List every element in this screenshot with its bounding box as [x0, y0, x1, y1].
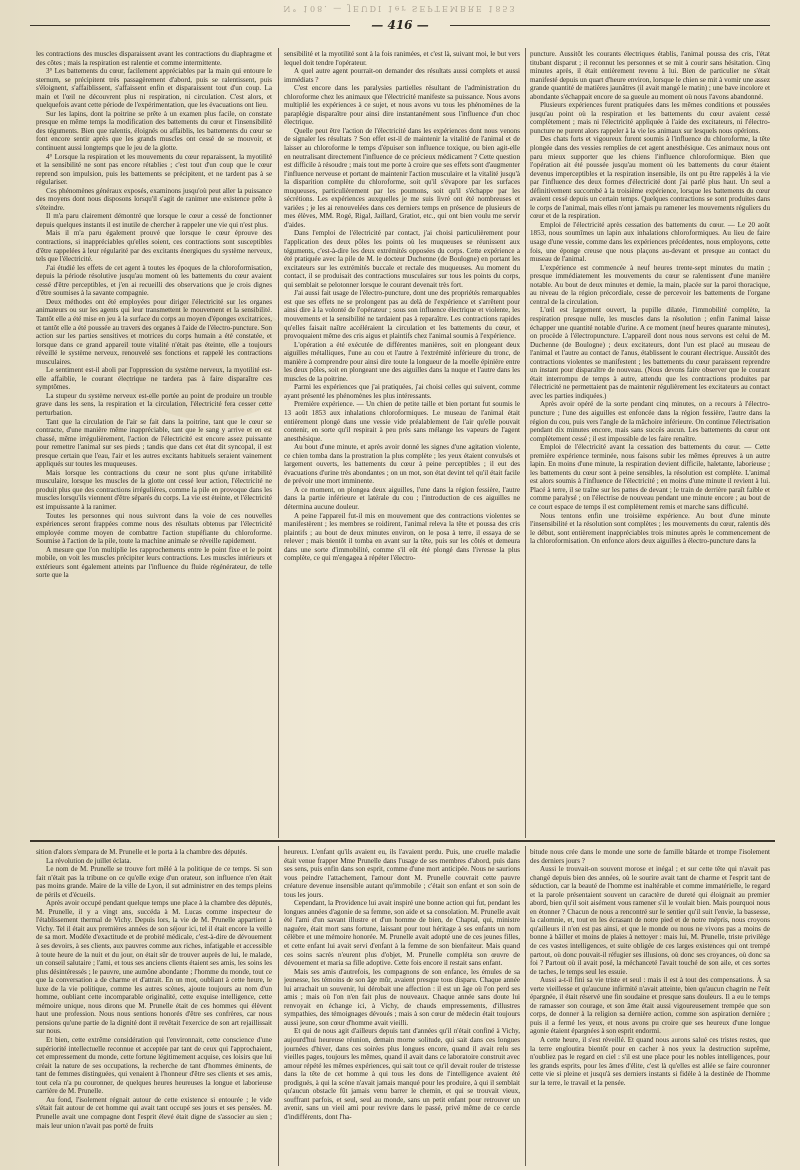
paragraph: Au fond, l'isolement régnait autour de cette existence si entourée ; le vide s'était fait autour de cet homme qui avait tant occupé ses jours et ses pensées. M. Prunelle avait une compagne dont l'esprit élevé était digne de s'associer au sien ; mais leur union n'avait pas porté de fruits [36, 1095, 272, 1130]
page-number: — 416 — [371, 18, 429, 32]
paragraph: Aussi a-t-il fini sa vie triste et seul : mais il est à tout des compensations. À sa verte vieillesse et qu'aucune infirmité n'avait atteinte, bien qu'aucun chagrin ne l'eût épargnée, il était réservé une fin soudaine et presque sans douleurs. Il a eu le temps de ramasser son courage, et son âme était aussi vigoureusement trempée que son corps, de donner à la religion sa dernière action, comme son aspiration dernière ; puis il a fermé les yeux, et nous avons pu croire que ses heureux d'une longue agonie étaient épargnées à son esprit endormi. [530, 976, 770, 1036]
header-rule-left [30, 25, 350, 26]
paragraph: Première expérience. — Un chien de petite taille et bien portant fut soumis le 13 août 1853 aux inhalations chloroformiques. Le museau de l'animal était entièrement plongé dans une vessie vide préalablement de l'air qu'elle pouvait contenir, en sorte qu'il respirait à peu près sans mélange les vapeurs de l'agent anesthésique. [284, 400, 520, 443]
paragraph: Des chats forts et vigoureux furent soumis à l'influence du chloroforme, la tête plongée dans des vessies remplies de cet agent anesthésique. Ces animaux nous ont paru mieux supporter que les chiens l'influence chloroformique. Bien que l'opération ait été poussée jusqu'au moment où les battements du cœur étaient devenus imperceptibles et la respiration insensible, ils ont pu être rappelés à la vie par l'influence des deux formes d'électricité dont j'ai parlé plus haut. Un seul a définitivement succombé à la troisième expérience, lorsque les battements du cœur avaient cessé depuis un certain temps. Quelques contractions se sont produites dans le corps de l'animal, mais elles n'ont jamais pu ramener les mouvements réguliers du cœur et de la respiration. [530, 135, 770, 221]
paragraph: A mesure que l'on multiplie les rapprochements entre le point fixe et le point mobile, on voit les muscles précipiter leurs contractions. Les muscles intérieurs et extérieurs sont également atteints par l'influence du fluide régénérateur, de telle sorte que la [36, 545, 272, 580]
paragraph: les contractions des muscles disparaissent avant les contractions du diaphragme et des côtes ; mais la respiration est ralentie et comme intermittente. [36, 50, 272, 67]
column-divider [278, 846, 279, 1166]
paragraph: Le sentiment est-il aboli par l'oppression du système nerveux, la myotilité est-elle affaiblie, le courant électrique ne tardera pas à faire disparaître ces symptômes. [36, 366, 272, 392]
paragraph: Parmi les expériences que j'ai pratiquées, j'ai choisi celles qui suivent, comme ayant présenté les phénomènes les plus intéressants. [284, 383, 520, 400]
paragraph: C'est encore dans les paralysies partielles résultant de l'administration du chloroforme chez les animaux que l'électricité manifeste sa puissance. Nous avons multiplié les expériences à ce sujet, et nous avons vu tous les phénomènes de la paraplégie disparaître pour ainsi dire instantanément sous l'influence d'un choc électrique. [284, 84, 520, 127]
paragraph: Au bout d'une minute, et après avoir donné les signes d'une agitation violente, ce chien tomba dans la prostration la plus complète ; les yeux étaient convulsés et largement ouverts, les battements du cœur à peine perceptibles ; il eut des évacuations d'urine très abondantes ; on un mot, son état devint tel qu'il était facile de prévoir une mort imminente. [284, 443, 520, 486]
paragraph: Ces phénomènes généraux exposés, examinons jusqu'où peut aller la puissance des moyens dont nous disposons lorsqu'il s'agit de ranimer une existence prête à s'éteindre. [36, 186, 272, 212]
paragraph: L'opération a été exécutée de différentes manières, soit en plongeant deux aiguilles métalliques, l'une au cou et l'autre à l'extrémité inférieure du tronc, de manière à comprendre pour ainsi dire toute la longueur de la moelle épinière entre les deux pôles, soit en plongeant une des aiguilles dans la nuque et l'autre dans les muscles de la poitrine. [284, 340, 520, 383]
paragraph: L'œil est largement ouvert, la pupille dilatée, l'immobilité complète, la respiration presque nulle, les muscles dans la résolution ; enfin l'animal laisse échapper une quantité notable d'urine. A ce moment (neuf heures quarante minutes), on procède à l'électropuncture. L'appareil dont nous nous servons est celui de M. Duchenne (de Boulogne) ; deux excitateurs, dont l'un est placé au museau de l'animal et l'autre au contact de l'anus, établissent le courant électrique. Aussitôt des contractions violentes se manifestent ; les battements du cœur paraissent reprendre un instant pour disparaître de nouveau. (Nous devons faire observer que le courant était interrompu de temps à autre, attendu que les contractions produites par l'électricité ne permettaient pas de maintenir régulièrement les excitateurs au contact avec les parties indiquées.) [530, 306, 770, 400]
paragraph: Après avoir occupé pendant quelque temps une place à la chambre des députés, M. Prunelle, il y a vingt ans, succéda à M. Lucas comme inspecteur de l'établissement thermal de Vichy. Depuis lors, la vie de M. Prunelle appartient à Vichy. Tel il était aux premières années de son séjour ici, tel il était encore la veille de sa mort. Modèle d'exactitude et de probité médicale, c'est-à-dire de dévouement à ses devoirs, à ses clients, aux pauvres comme aux riches, infatigable et accessible à toute heure de la nuit et du jour, on était sûr de trouver auprès de lui, le malade, un conseil salutaire ; l'ami, et tous ses anciens clients étaient ses amis, les soins les plus désintéressés ; le pauvre, une aumône abondante ; l'homme du monde, tout ce que la conversation a de charme et d'attrait. En un mot, oubliant à cette heure, le luxe de la vie politique, comme les autres scènes, ajoute toujours au nom d'un homme, oubliant cette incomparable originalité, cette exquise intelligence, cette mémoire unique, nous dirons que M. Prunelle était de ces hommes qui élèvent haut une profession. Nous nous sentions honorés d'être ses confrères, car nous pensions qu'une partie de la dignité dont il revêtait l'exercice de son art rejaillissait sur nous. [36, 899, 272, 1036]
paragraph: Mais lorsque les contractions du cœur ne sont plus qu'une irritabilité musculaire, lorsque les muscles de la glotte ont cessé leur action, l'électricité ne produit plus que des contractions irrégulières, comme la pile en provoque dans les muscles lorsqu'ils viennent d'être séparés du corps. La vie est éteinte, et l'électricité est impuissante à la ranimer. [36, 468, 272, 511]
paragraph: Emploi de l'électricité avant la cessation des battements du cœur. — Cette première expérience terminée, nous faisons subir les mêmes épreuves à un autre lapin. En moins d'une minute, la respiration devient difficile, haletante, laborieuse ; les battements du cœur sont à peine sensibles, la résolution est complète. L'animal est alors soumis à l'influence de l'électricité ; en moins d'une minute il revient à lui. Placé à terre, il se traîne sur les pattes de devant ; le train de derrière paraît faible et comme paralysé ; on l'électrise de nouveau pendant une minute encore ; au bout de ce court espace de temps il est complètement remis et marche sans difficulté. [530, 443, 770, 511]
paragraph: Mais ses amis d'autrefois, les compagnons de son enfance, les émules de sa jeunesse, les témoins de son âge mûr, avaient presque tous disparu. Chaque année lui arrachait un souvenir, lui dérobait une affection : il est un âge où l'on perd ses amis ; mais où l'on n'en fait plus de nouveaux. Chaque année sans doute lui renvoyait en échange ici, à Vichy, de chauds empressements, d'illustres sympathies, des témoignages dévoués ; mais à son cœur de médecin était toujours aussi jeune, son cœur d'homme avait vieilli. [284, 967, 520, 1027]
paragraph: Et bien, cette extrême considération qui l'environnait, cette conscience d'une supériorité intellectuelle reconnue et acceptée par tant de ceux qui l'approchaient, cet empressement du monde, cette fortune légitimement acquise, ces loisirs que lui créait la nature de ses occupations, la recherche de tant d'hommes éminents, de tant de femmes distinguées, qui venaient à l'honneur d'être ses clients et ses amis, tout cela n'a pu couronner, de quelques heures heureuses la longue et laborieuse carrière de M. Prunelle. [36, 1036, 272, 1096]
paragraph: 3° Les battements du cœur, facilement appréciables par la main qui entoure le sternum, se précipitent très passagèrement d'abord, puis se ralentissent, puis s'éloignent, s'affaiblissent, s'affaissent enfin et disparaissent tout d'un coup. La main et l'œil ne découvrent plus ni respiration, ni circulation. C'est alors, et quelquefois avant cette période de l'expérimentation, que les évacuations ont lieu. [36, 67, 272, 110]
feuilleton-column-1 [36, 848, 272, 1166]
paragraph: sition d'alors s'empara de M. Prunelle et le porta à la chambre des députés. [36, 848, 248, 856]
bleed-through-text: N° 108. — JEUDI 1er SEPTEMBRE 1853 [283, 4, 517, 13]
paragraph: Mais il m'a paru également prouvé que lorsque le cœur éprouve des contractions, si inappréciables qu'elles soient, ces contractions sont susceptibles d'être rappelées à leur régularité par des excitants énergiques du système nerveux, tels que l'électricité. [36, 229, 272, 264]
paragraph: Nous tentons enfin une troisième expérience. Au bout d'une minute l'insensibilité et la résolution sont complètes ; les mouvements du cœur, ralentis dès le début, sont entièrement inappréciables trois minutes après le commencement de la chloroformisation. On enfonce alors deux aiguilles à électro-puncture dans la [530, 511, 770, 546]
article-column-1 [36, 50, 272, 832]
paragraph: A ce moment, on plongea deux aiguilles, l'une dans la région fessière, l'autre dans la partie inférieure et latérale du cou ; l'introduction de ces aiguilles ne détermina aucune douleur. [284, 485, 520, 511]
feuilleton-column-3 [530, 848, 770, 1166]
paragraph: J'ai aussi fait usage de l'électro-puncture, dont une des propriétés remarquables est que ses effets ne se prolongent pas au delà de l'expérience et s'arrêtent pour ainsi dire à la volonté de l'opérateur ; sous son influence électrique et violente, les mouvements et la sensibilité ne tardaient pas à reparaître. Les contractions rapides qu'elles faisait naître accéléraient la circulation et les battements du cœur, et provoquaient même des cris aigus et plaintifs chez l'animal soumis à l'expérience. [284, 289, 520, 341]
paragraph: Cependant, la Providence lui avait inspiré une bonne action qui fut, pendant les longues années d'agonie de sa femme, son aide et sa consolation. M. Prunelle avait été l'ami d'un savant illustre et d'un homme de bien, de Chaptal, qui, ministre naguère, était mort sans fortune, laissant pour tout héritage à ses enfants un nom célèbre et une mémoire honorée. M. Prunelle avait adopté une de ces jeunes filles, et cette enfant lui avait servi d'enfant à la femme de son bienfaiteur. Mais quand ces soins sacrés n'eurent plus d'objet, M. Prunelle compléta son œuvre de dévouement et maria sa fille adoptive. Cette fois encore il restait sans enfant. [284, 899, 520, 968]
column-divider [525, 48, 526, 838]
paragraph: L'expérience est commencée à neuf heures trente-sept minutes du matin ; presque immédiatement les mouvements du cœur se ralentissent d'une manière notable. Au bout de deux minutes et demie, la main, placée sur la paroi thoracique, au niveau de la région précordiale, cesse de percevoir les battements de l'organe central de la circulation. [530, 263, 770, 306]
paragraph: puncture. Aussitôt les courants électriques établis, l'animal poussa des cris, l'état titubant disparut ; il reconnut les personnes et se mit à courir sans hésitation. Cinq minutes après, il était entièrement revenu à lui. Bien de particulier ne s'était manifesté depuis un quart d'heure environ, lorsque le chien se mit à vomir une assez grande quantité de matières jaunâtres (il avait mangé le matin) ; une bave incolore et abondante s'échappait encore de sa gueule au moment où nous l'avons abandonné. [530, 50, 770, 101]
paragraph: La révolution de juillet éclata. [46, 856, 132, 865]
feuilleton-column-2 [284, 848, 520, 1166]
column-divider [525, 846, 526, 1166]
paragraph: Sur les lapins, dont la poitrine se prête à un examen plus facile, on constate presque en même temps la modification des battements du cœur et l'insensibilité des téguments. Bien que ralentis, éloignés ou affaiblis, les battements du cœur se font encore sentir après que les grands muscles ont cessé de se mouvoir, et continuent aussi longtemps que le jeu de la glotte. [36, 109, 272, 153]
paragraph: Le nom de M. Prunelle se trouve fort mêlé à la politique de ce temps. Si son fait n'était pas la tribune on ce qu'elle exige d'un orateur, son influence n'en était pas moins grande. Maire de la ville de Lyon, il sut administrer en des temps pleins de périls et d'écueils. [36, 865, 272, 899]
paragraph: bitude nous crée dans le monde une sorte de famille bâtarde et trompe l'isolement des derniers jours ? [530, 848, 770, 865]
paragraph: Tant que la circulation de l'air se fait dans la poitrine, tant que le cœur se contracte, d'une manière même inappréciable, tant que le sang y arrive et en est chassé, même irrégulièrement, l'action de l'électricité est encore assez puissante pour remettre l'animal sur ses pieds ; tandis que dans cet état dit syncopal, il est presque certain que l'eau, l'air et les autres excitants habituels seraient vainement appliqués sur toutes les muqueuses. [36, 417, 272, 469]
column-divider [278, 48, 279, 838]
paragraph: Deux méthodes ont été employées pour diriger l'électricité sur les organes animateurs ou sur les agents qui leur transmettent le mouvement et la sensibilité. Tantôt elle a été mise en jeu à la surface du corps au moyen d'éponges excitatrices, et tantôt elle a été poussée au travers des organes à l'aide de l'électro-puncture. Son action sur les parties sensitives et motrices du corps humain a été constatée, et lorsque dans ce grand appareil toute vitalité n'était pas éteinte, elle a toujours réveillé le système nerveux, renouvelé ses fonctions et rappelé les contractions musculaires. [36, 297, 272, 366]
paragraph: heureux. L'enfant qu'ils avaient eu, ils l'avaient perdu. Puis, une cruelle maladie était venue frapper Mme Prunelle dans l'usage de ses membres d'abord, puis dans ses sens, puis enfin dans son esprit, comme d'une mort anticipée. Nous ne saurions vous peindre l'attachement, l'amour dont M. Prunelle couvrait cette pauvre créature devenue insensible autant qu'immobile ; c'était son enfant et son soin de tous les jours. [284, 848, 520, 899]
paragraph: Et qui de nous agit d'ailleurs depuis tant d'années qu'il n'était confiné à Vichy, aujourd'hui heureuse réunion, demain morne solitude, qui sait dans ces longues journées d'hiver, dans ces soirées plus longues encore, quand il avait relu ses vieilles pages, toujours les mêmes, quand il avait dans ce laboratoire construit avec amour répété les mêmes expériences, qui sait tout ce qu'il devait rouler de tristesse dans la tête de cet homme à qui tous les dons de l'intelligence avaient été prodigués, à qui la scène n'avait jamais manqué pour les produire, à qui il semblait qu'aucun obstacle fût jamais venu barrer le chemin, et qui se trouvait vieux, souffrant parfois, et seul, seul au monde, sans un petit enfant pour retrouver un avenir, sans un vieil ami pour revivre dans le passé, privé même de ce cercle d'indifférents, dont l'ha- [284, 1027, 520, 1121]
paragraph: Il m'a paru clairement démontré que lorsque le cœur a cessé de fonctionner depuis quelques instants il est inutile de chercher à rappeler une vie qui n'est plus. [36, 212, 272, 229]
article-column-3 [530, 50, 770, 832]
paragraph: Dans l'emploi de l'électricité par contact, j'ai choisi particulièrement pour l'application des deux pôles les points où les muqueuses se réunissent aux téguments, c'est-à-dire les deux extrémités opposées du corps. Cette expérience a été pratiquée avec la pile de M. le docteur Duchenne (de Boulogne) en portant les excitateurs sur les extrémités buccale et rectale des muqueuses. Au moment du contact, il se produisait des contractions musculaires sur tous les points du corps, qui semblait se pelotonner lorsque le courant devenait très fort. [284, 229, 520, 289]
paragraph: 4° Lorsque la respiration et les mouvements du cœur reparaissent, la myotilité et la sensibilité ne sont pas encore rétablies ; c'est tout d'un coup que le cœur reprend son impulsion, puis les battements se précipitent, et ne tardent pas à se régulariser. [36, 152, 272, 187]
paragraph: La stupeur du système nerveux est-elle portée au point de produire un trouble grave dans les sens, la respiration et la circulation, l'électricité fera cesser cette perturbation. [36, 391, 272, 417]
paragraph: Toutes les personnes qui nous suivront dans la voie de ces nouvelles expériences seront frappées comme nous des résultats obtenus par l'électricité employée comme moyen de combattre l'action stupéfiante du chloroforme. Soumise à l'action de la pile, toute la machine animale se réveille rapidement. [36, 511, 272, 546]
page-header [0, 14, 800, 36]
paragraph: A peine l'appareil fut-il mis en mouvement que des contractions violentes se manifestèrent ; les membres se roidirent, l'animal releva la tête et poussa des cris plaintifs ; au bout de deux minutes environ, on le posa à terre, il essaya de se relever ; mais bientôt il tomba en avant sur la tête, puis sur les côtés et demeura dans une sorte d'immobilité, comme s'il eût été plongé dans l'ivresse la plus complète, ce qui m'engagea à répéter l'électro- [284, 511, 520, 563]
paragraph: A cette heure, il s'est réveillé. Et quand nous aurons salué ces tristes restes, que la terre engloutira bientôt pour en cacher à nos yeux la destruction suprême, n'oubliez pas le regard en ciel : s'il est une place pour les nobles intelligences, pour les grands esprits, pour les âmes d'élite, c'est là qu'elles est allée se faire couronner cette vie si pleine et jusqu'à ses derniers instants si fidèle à la destinée de l'homme sur la terre, le travail et la pensée. [530, 1036, 770, 1087]
paragraph: Aussi le trouvait-on souvent morose et inégal ; et sur cette tête qui n'avait pas changé depuis bien des années, où le sourire avait tant de charme et l'esprit tant de séduction, car la beauté de l'homme est inaltérable et comme immatérielle, le regard et la parole présentaient souvent un caractère de dureté qui éloignait au premier abord, bien qu'il soit aisément vous ramener s'il le voulait bien. Mais pourquoi nous en étonner ? Chacun de nous a rencontré sur le sentier qu'il suit l'envie, la bassesse, la calomnie, et, tout en les écrasant de notre pied et de notre mépris, nous croyons qu'ailleurs il n'en est pas ainsi, et que le monde ou nous ne vivons pas a moins de bonne à bâiller et moins de plaies à nettoyer : mais lui, M. Prunelle, triste privilège de ces vastes intelligences, et suite obligée de ces larges existences qui ont trempé partout, où donc pouvait-il réfugier ses illusions, où donc ses croyances, où donc sa foi ? Partout où il avait posé, la méchanceté l'avait touché de son aile, et ces sortes de taches, le temps seul les essuie. [530, 865, 770, 976]
paragraph: Après avoir opéré de la sorte pendant cinq minutes, on a recours à l'électro-puncture ; l'une des aiguilles est enfoncée dans la région fessière, l'autre dans la région du cou, puis vers l'angle de la mâchoire inférieure. On continue l'électrisation pendant dix minutes encore, mais sans succès aucun. Les battements du cœur ont complètement cessé ; il est impossible de les faire renaître. [530, 400, 770, 443]
header-rule-right [450, 25, 770, 26]
paragraph: J'ai étudié les effets de cet agent à toutes les époques de la chloroformisation, depuis la période résolutive jusqu'au moment où les battements du cœur avaient cessé d'être perceptibles, et j'en ai recueilli des observations que je crois dignes d'être soumises à la savante compagnie. [36, 263, 272, 298]
paragraph: Emploi de l'électricité après cessation des battements du cœur. — Le 20 août 1853, nous soumîmes un lapin aux inhalations chloroformiques. Au lieu de faire usage d'une vessie, comme dans les expériences précédentes, nous employons, cette fois, une éponge creuse que nous plaçons au-devant et presque au contact du museau de l'animal. [530, 220, 770, 264]
paragraph: Quelle peut être l'action de l'électricité dans les expériences dont nous venons de signaler les résultats ? Son effet est-il de maintenir la vitalité de l'animal et de laisser au chloroforme le temps d'épuiser son influence toxique, ou bien agit-elle en neutralisant directement l'influence de ce précieux médicament ? Cette question est difficile à résoudre ; mais tout me porte à croire que ses effets sont d'augmenter l'influence nerveuse et portant de maintenir l'action musculaire et la vitalité jusqu'à la disparition complète du chloroforme, soit qu'il s'évapore par les surfaces muqueuses, particulièrement par les poumons, soit qu'il s'échappe par les sécrétions. Les expériences auxquelles je me suis livré ont été nombreuses et variées ; je les ai renouvelées dans ces derniers temps en présence de plusieurs de mes élèves, MM. Rogé, Rigal, Jaillard, Gratiot, etc., qui ont bien voulu me servir d'aides. [284, 126, 520, 229]
article-column-2 [284, 50, 520, 832]
paragraph: Plusieurs expériences furent pratiquées dans les mêmes conditions et poussées jusqu'au point où la respiration et les battements du cœur avaient cessé complètement ; mais ni l'électricité appliquée à l'aide des excitateurs, ni l'électro-puncture ne purent alors rappeler à la vie les animaux sur lesquels nous opérions. [530, 101, 770, 135]
section-divider [30, 840, 775, 842]
paragraph: sensibilité et la myotilité sont à la fois ranimées, et c'est là, suivant moi, le but vers lequel doit tendre l'opérateur. [284, 50, 520, 67]
paragraph: A quel autre agent pourrait-on demander des résultats aussi complets et aussi immédiats ? [284, 67, 520, 84]
